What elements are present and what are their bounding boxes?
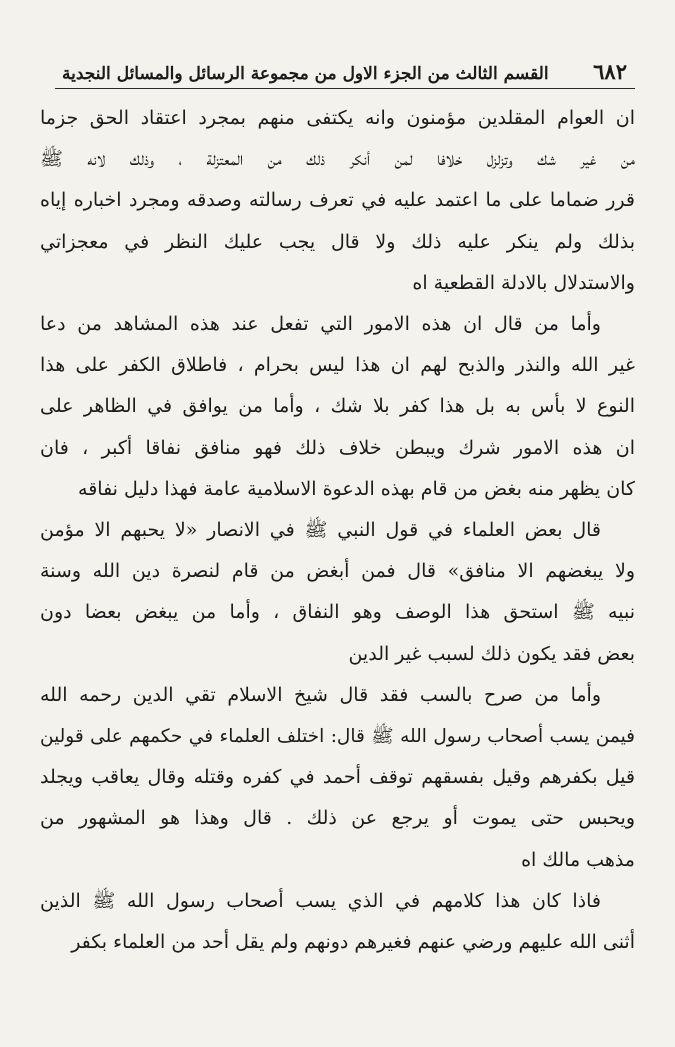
text-line: قال بعض العلماء في قول النبي ﷺ في الانصار «لا يحبهم الا مؤمن — [40, 519, 601, 542]
page-header — [62, 50, 627, 84]
text-line: وأما من قال ان هذه الامور التي تفعل عند هذه المشاهد من دعا — [40, 313, 601, 336]
text-line: قرر ضماما على ما اعتمد عليه في تعرف رسالته وصدقه ومجرد اخباره إياه — [40, 189, 635, 212]
text-line: من غير شك وتزلزل خلافا لمن أنكر ذلك من المعتزلة ، وذلك لانه ﷺ — [40, 148, 635, 171]
paragraph — [40, 675, 635, 881]
text-line: بذلك ولم ينكر عليه ذلك ولا قال يجب عليك النظر في معجزاتي — [40, 230, 635, 253]
paragraph — [40, 881, 635, 963]
running-title: القسم الثالث من الجزء الاول من مجموعة الرسائل والمسائل النجدية — [62, 64, 549, 84]
text-line: والاستدلال بالادلة القطعية اه — [412, 271, 635, 294]
text-line: نبيه ﷺ استحق هذا الوصف وهو النفاق ، وأما من يبغض بعضا دون — [40, 601, 635, 624]
text-line: قيل بكفرهم وقيل بفسقهم توقف أحمد في كفره وقتله وقال يعاقب ويجلد — [40, 766, 635, 789]
text-line: ولا يبغضهم الا منافق» قال فمن أبغض من قام لنصرة دين الله وسنة — [40, 560, 635, 583]
text-line: ان هذه الامور شرك ويبطن خلاف ذلك فهو منافق نفاقا أكبر ، فان — [40, 436, 635, 459]
text-line: النوع لا بأس به بل هذا كفر بلا شك ، وأما من يوافق في الظاهر على — [40, 395, 635, 418]
paragraph — [40, 304, 635, 510]
page-number: ٦٨٢ — [593, 59, 627, 84]
text-line: وأما من صرح بالسب فقد قال شيخ الاسلام تقي الدين رحمه الله — [40, 683, 601, 706]
text-line: ان العوام المقلدين مؤمنون وانه يكتفى منهم بمجرد اعتقاد الحق جزما — [40, 107, 635, 129]
text-line: ويحبس حتى يموت أو يرجع عن ذلك . قال وهذا هو المشهور من — [40, 807, 635, 830]
text-line: فاذا كان هذا كلامهم في الذي يسب أصحاب رسول الله ﷺ الذين — [40, 889, 601, 912]
text-line: بعض فقد يكون ذلك لسبب غير الدين — [348, 642, 635, 665]
text-line: غير الله والنذر والذبح لهم ان هذا ليس بحرام ، فاطلاق الكفر على هذا — [40, 354, 635, 377]
text-line: مذهب مالك اه — [521, 848, 635, 871]
page-body — [40, 98, 635, 963]
text-line: أثنى الله عليهم ورضي عنهم فغيرهم دونهم ولم يقل أحد من العلماء بكفر — [71, 931, 635, 954]
text-line: فيمن يسب أصحاب رسول الله ﷺ قال: اختلف العلماء في حكمهم على قولين — [40, 726, 635, 748]
paragraph — [40, 98, 635, 304]
text-line: كان يظهر منه بغض من قام بهذه الدعوة الاسلامية عامة فهذا دليل نفاقه — [78, 477, 635, 500]
paragraph — [40, 510, 635, 675]
header-rule — [55, 88, 635, 89]
